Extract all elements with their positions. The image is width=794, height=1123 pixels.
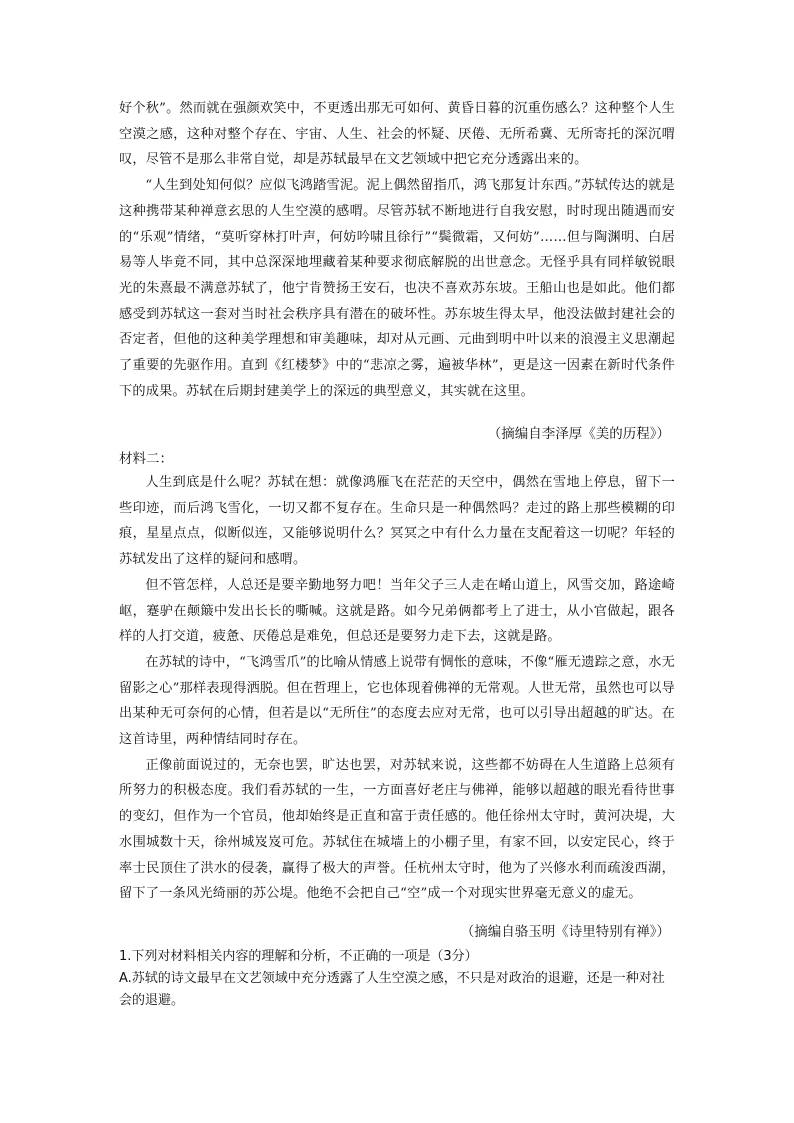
question-stem: 1.下列对材料相关内容的理解和分析，不正确的一项是（3分） (119, 949, 478, 964)
question-one (119, 946, 675, 1012)
material-two-text (119, 470, 675, 907)
source-citation-one: （摘编自李泽厚《美的历程》） (487, 426, 670, 442)
paragraph: 人生到底是什么呢？苏轼在想：就像鸿雁飞在茫茫的天空中，偶然在雪地上停息，留下一些印迹，而后鸿飞雪化，一切又都不复存在。生命只是一种偶然吗？走过的路上那些模糊的印痕，星星点点，似断似连，又能够说明什么？冥冥之中有什么力量在支配着这一切呢？年轻的苏轼发出了这样的疑问和感喟。 (119, 475, 675, 568)
source-citation-two: （摘编自骆玉明《诗里特别有禅》） (460, 924, 670, 940)
option-a: A.苏轼的诗文最早在文艺领域中充分透露了人生空漠之感，不只是对政治的退避，还是一种对社会的退避。 (119, 971, 665, 1008)
material-one-text (119, 96, 675, 404)
paragraph: 但不管怎样，人总还是要辛勤地努力吧！当年父子三人走在崤山道上，风雪交加，路途崎岖，蹇驴在颠簸中发出长长的嘶喊。这就是路。如今兄弟俩都考上了进士，从小官做起，跟各样的人打交道，疲惫、厌倦总是难免，但总还是要努力走下去，这就是路。 (119, 577, 675, 645)
paragraph: 正像前面说过的，无奈也罢，旷达也罢，对苏轼来说，这些都不妨碍在人生道路上总须有所努力的积极态度。我们看苏轼的一生，一方面喜好老庄与佛禅，能够以超越的眼光看待世事的变幻，但作为一个官员，他却始终是正直和富于责任感的。他任徐州太守时，黄河决堤，大水围城数十天，徐州城岌岌可危。苏轼住在城墙上的小棚子里，有家不回，以安定民心，终于率士民顶住了洪水的侵袭，赢得了极大的声誉。任杭州太守时，他为了兴修水利而疏浚西湖，留下了一条风光绮丽的苏公堤。他绝不会把自己“空”成一个对现实世界毫无意义的虚无。 (119, 757, 675, 902)
paragraph: 在苏轼的诗中，“飞鸿雪爪”的比喻从情感上说带有惆怅的意味，不像“雁无遗踪之意，水无留影之心”那样表现得洒脱。但在哲理上，它也体现着佛禅的无常观。人世无常，虽然也可以导出某种无可奈何的心情，但若是以“无所住”的态度去应对无常，也可以引导出超越的旷达。在这首诗里，两种情结同时存在。 (119, 654, 675, 748)
paragraph: 好个秋”。然而就在强颜欢笑中，不更透出那无可如何、黄昏日暮的沉重伤感么？这种整个人生空漠之感，这种对整个存在、宇宙、人生、社会的怀疑、厌倦、无所希冀、无所寄托的深沉喟叹，尽管不是那么非常自觉，却是苏轼最早在文艺领域中把它充分透露出来的。 (119, 101, 675, 168)
material-two-label: 材料二： (119, 451, 173, 467)
paragraph: “人生到处知何似？应似飞鸿踏雪泥。泥上偶然留指爪，鸿飞那复计东西。”苏轼传达的就是这种携带某种禅意玄思的人生空漠的感喟。尽管苏轼不断地进行自我安慰，时时现出随遇而安的“乐观”情绪，“莫听穿林打叶声，何妨吟啸且徐行”“鬓微霜，又何妨”……但与陶渊明、白居易等人毕竟不同，其中总深深地埋藏着某种要求彻底解脱的出世意念。无怪乎具有同样敏锐眼光的朱熹最不满意苏轼了，他宁肯赞扬王安石，也决不喜欢苏东坡。王船山也是如此。他们都感受到苏轼这一套对当时社会秩序具有潜在的破坏性。苏东坡生得太早，他没法做封建社会的否定者，但他的这种美学理想和审美趣味，却对从元画、元曲到明中叶以来的浪漫主义思潮起了重要的先驱作用。直到《红楼梦》中的“悲凉之雾，遍被华林”，更是这一因素在新时代条件下的成果。苏轼在后期封建美学上的深远的典型意义，其实就在这里。 (119, 178, 675, 399)
